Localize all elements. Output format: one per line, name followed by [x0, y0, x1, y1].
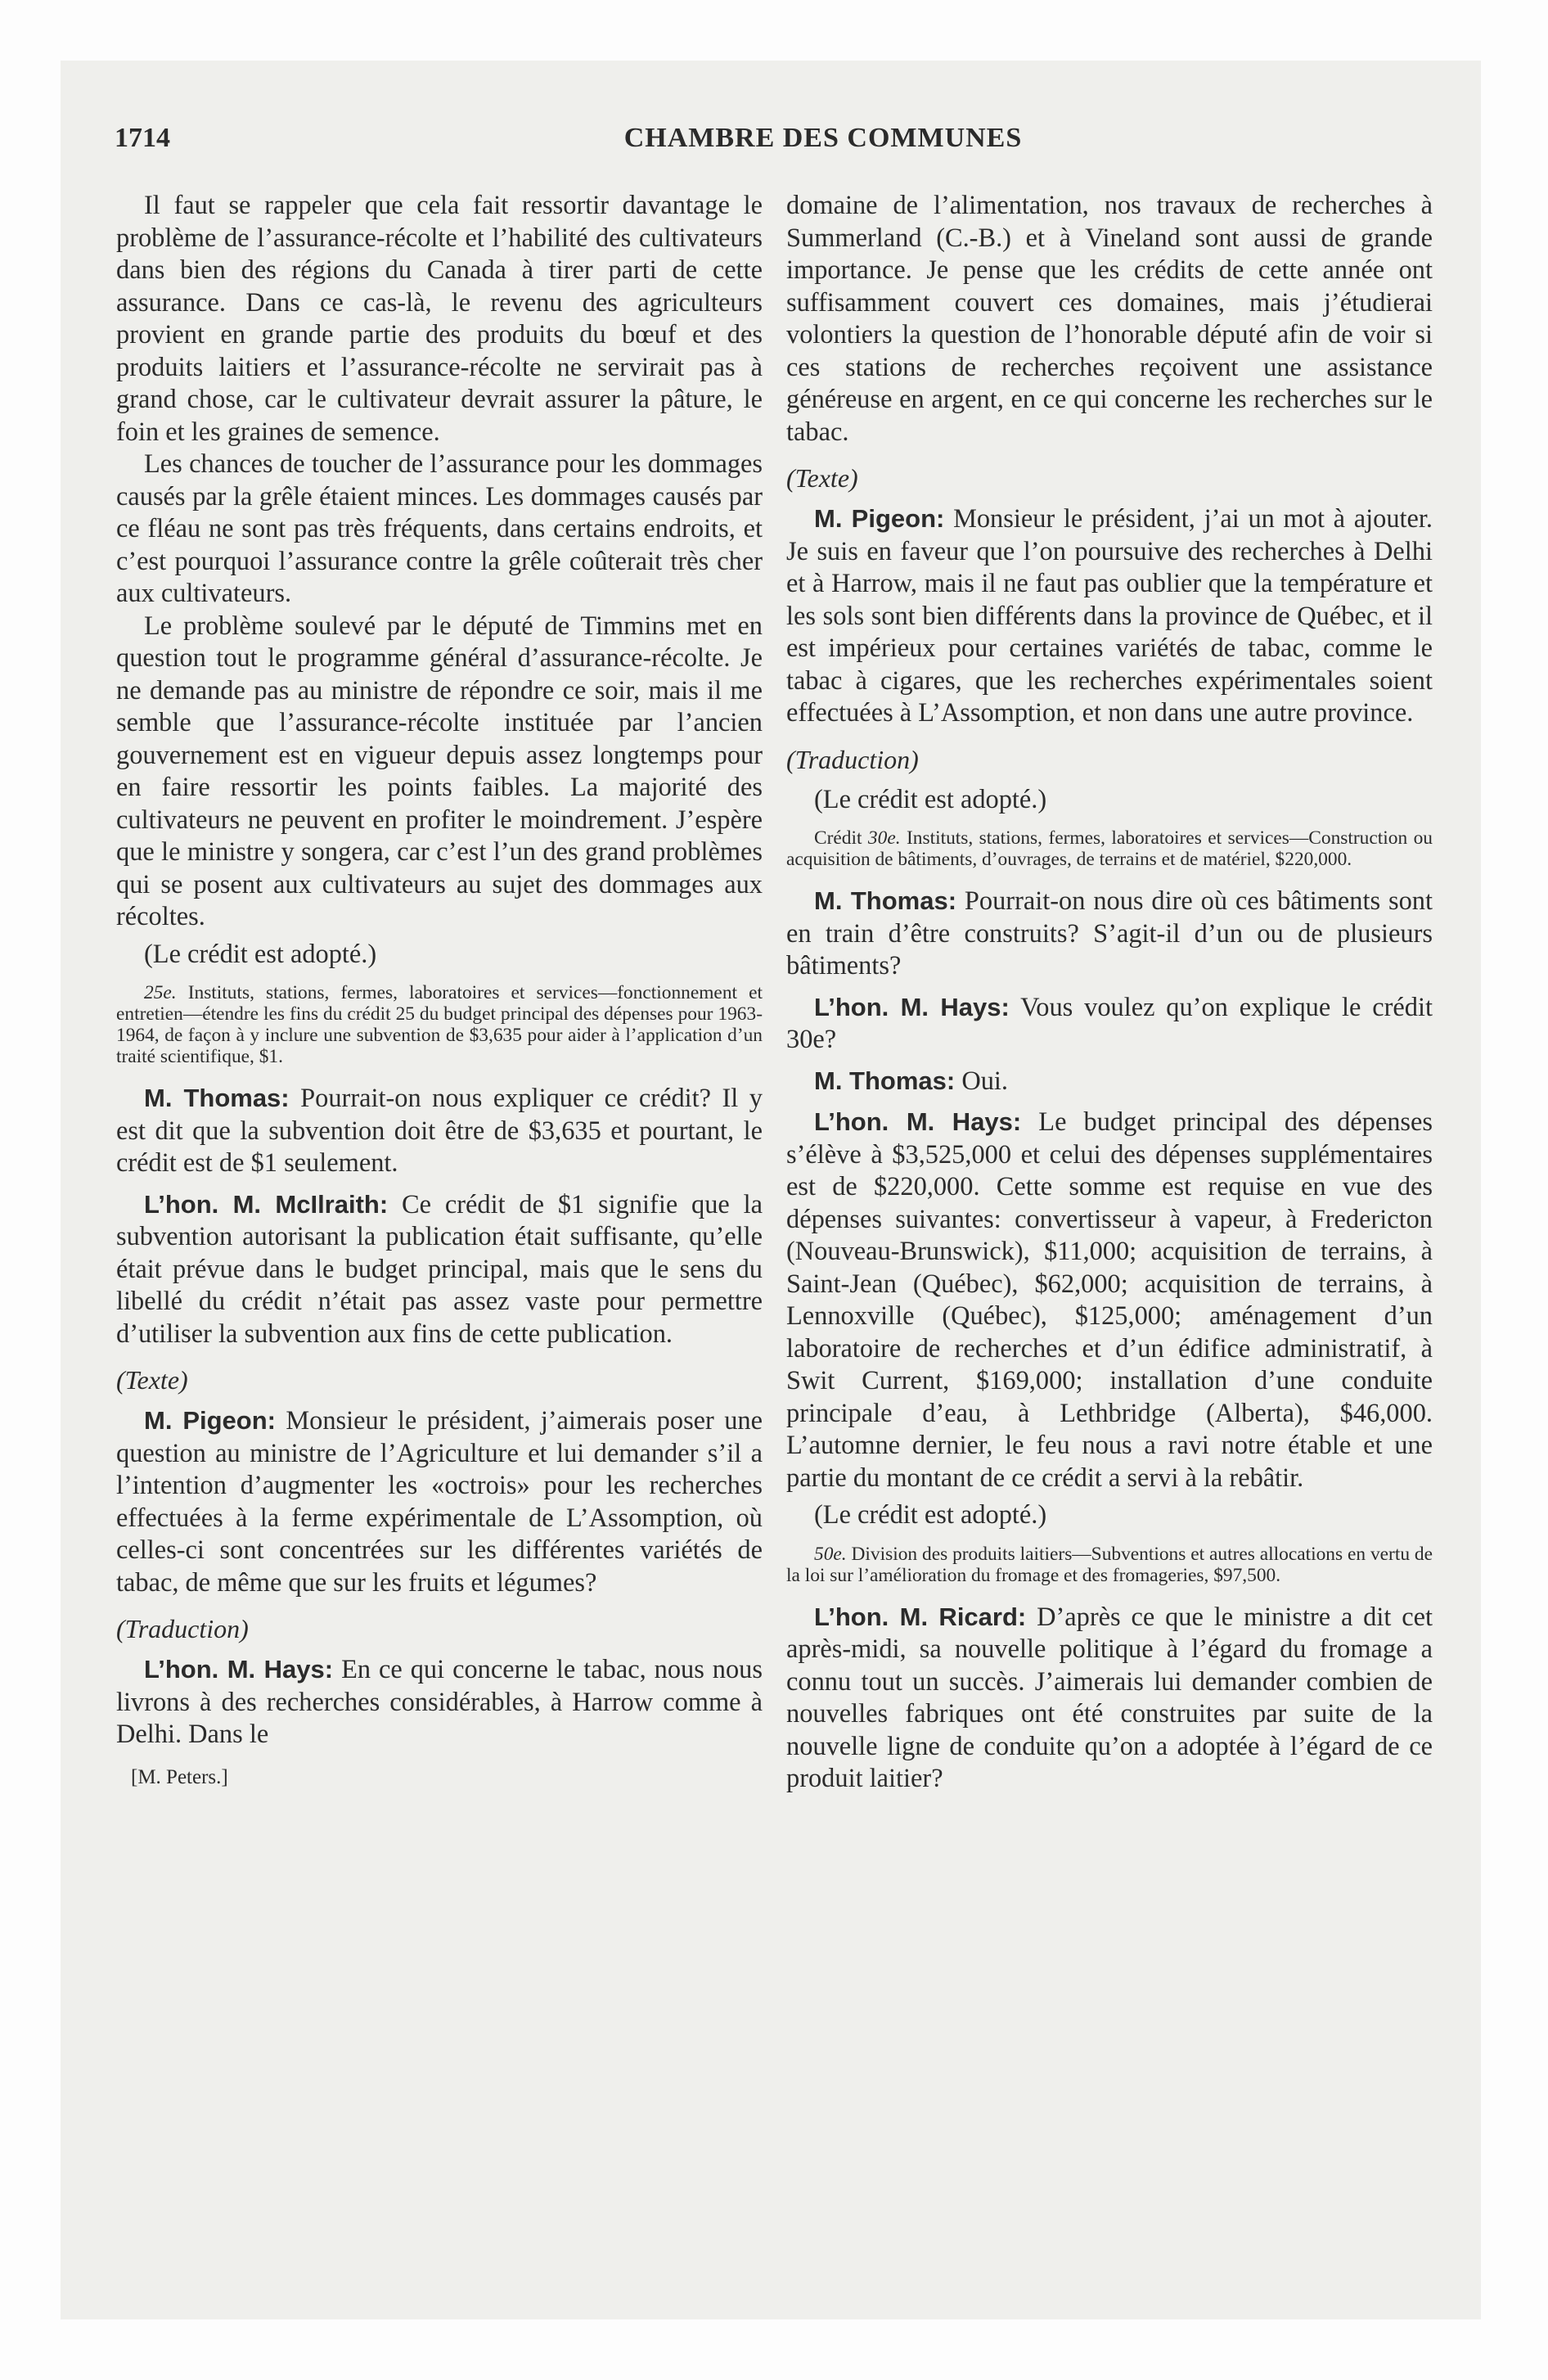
speech-text: Ce crédit de $1 signifie que la subvention autorisant la publication était suffisante, qu’elle était prévue dans le budget principal, mais que le sens du libellé du crédit n’était pas assez vaste pour permettre d’utiliser la subvention aux fins de cette publication. — [116, 1189, 763, 1349]
vote-adopted: (Le crédit est adopté.) — [814, 784, 1047, 814]
page-number: 1714 — [115, 123, 170, 153]
speech — [116, 1082, 763, 1180]
vote-text: Instituts, stations, fermes, laboratoires et services—fonctionnement et entretien—étendre les fins du crédit 25 du budget principal des dépenses pour 1963-1964, de façon à y inclure une subvention de $3,635 pour aider à l’application d’un traité scientifique, $1. — [116, 982, 763, 1067]
vote-prefix: Crédit — [814, 827, 862, 849]
speech — [786, 885, 1433, 983]
speaker-name: L’hon. M. McIlraith: — [144, 1189, 389, 1219]
paragraph: domaine de l’alimentation, nos travaux de recherches à Summerland (C.-B.) et à Vineland sont aussi de grande importance. Je pense que les crédits de cette année ont suffisamment couvert ces domaines, mais j’étudierai volontiers la question de l’honorable député afin de voir si ces stations de recherches reçoivent une assistance généreuse en argent, en ce qui concerne les recherches sur le tabac. — [786, 191, 1433, 447]
speech-text: Monsieur le président, j’aimerais poser une question au ministre de l’Agriculture et lui demander s’il a l’intention d’augmenter les «octrois» pour les recherches effectuées à la ferme expérimentale de L’Assomption, où celles-ci sont concentrées sur les différentes variétés de tabac, de même que sur les fruits et légumes? — [116, 1406, 763, 1598]
vote-adopted: (Le crédit est adopté.) — [814, 1500, 1047, 1530]
vote-text: Division des produits laitiers—Subventions et autres allocations en vertu de la loi sur l’amélioration du fromage et des fromageries, $97,500. — [786, 1543, 1433, 1586]
running-head: CHAMBRE DES COMMUNES — [623, 123, 1023, 153]
speech-text: Vous voulez qu’on explique le crédit 30e? — [786, 992, 1433, 1054]
vote-number: 50e. — [814, 1543, 847, 1565]
section-heading: (Traduction) — [786, 744, 919, 774]
speaker-name: M. Thomas: — [144, 1084, 290, 1112]
left-column — [116, 190, 763, 1789]
speech — [116, 1404, 763, 1599]
speaker-name: M. Pigeon: — [814, 504, 945, 533]
vote-item — [116, 982, 763, 1067]
speech-text: Pourrait-on nous dire où ces bâtiments sont en train d’être construits? S’agit-il d’un ou de plusieurs bâtiments? — [786, 886, 1433, 980]
speech — [786, 503, 1433, 730]
speech — [116, 1188, 763, 1351]
paragraph: Les chances de toucher de l’assurance pour les dommages causés par la grêle étaient minces. Les dommages causés par ce fléau ne sont pas très fréquents, dans certains endroits, et c’est pourquoi l’assurance contre la grêle coûterait très cher aux cultivateurs. — [116, 449, 763, 608]
section-heading: (Texte) — [786, 463, 858, 493]
speaker-name: L’hon. M. Hays: — [814, 992, 1010, 1021]
speaker-name: L’hon. M. Hays: — [814, 1107, 1022, 1136]
speech-text: En ce qui concerne le tabac, nous nous livrons à des recherches considérables, à Harrow comme à Delhi. Dans le — [116, 1655, 763, 1749]
speech — [116, 1653, 763, 1751]
section-heading: (Traduction) — [116, 1614, 249, 1643]
speech — [786, 1106, 1433, 1494]
speech — [786, 1601, 1433, 1796]
vote-number: 25e. — [144, 982, 177, 1003]
speech — [786, 991, 1433, 1057]
vote-item — [786, 827, 1433, 870]
speech-text: Le budget principal des dépenses s’élève à $3,525,000 et celui des dépenses supplémentaires est de $220,000. Cette somme est requise en vue des dépenses suivantes: convertisseur à vapeur, à Fredericton (Nouveau-Brunswick), $11,000; acquisition de terrains, à Saint-Jean (Québec), $62,000; acquisition de terrains, à Lennoxville (Québec), $125,000; aménagement d’un laboratoire de recherches et d’un édifice administratif, à Swit Current, $169,000; installation d’une conduite principale d’eau, à Lethbridge (Alberta), $46,000. L’automne dernier, le feu nous a ravi notre étable et une partie du montant de ce crédit a servi à la rebâtir. — [786, 1107, 1433, 1493]
right-column — [786, 190, 1433, 1796]
speaker-name: M. Pigeon: — [144, 1406, 276, 1435]
speaker-name: M. Thomas: — [814, 1066, 956, 1095]
vote-text: Instituts, stations, fermes, laboratoires et services—Construction ou acquisition de bâtiments, d’ouvrages, de terrains et de matériel, $220,000. — [786, 827, 1433, 870]
speech-text: Pourrait-on nous expliquer ce crédit? Il y est dit que la subvention doit être de $3,635 et pourtant, le crédit est de $1 seulement. — [116, 1084, 763, 1178]
footnote: [M. Peters.] — [131, 1765, 228, 1788]
speaker-name: L’hon. M. Hays: — [144, 1655, 334, 1684]
paragraph: Il faut se rappeler que cela fait ressortir davantage le problème de l’assurance-récolte et l’habilité des cultivateurs dans bien des régions du Canada à tirer parti de cette assurance. Dans ce cas-là, le revenu des agriculteurs provient en grande partie des produits du bœuf et des produits laitiers et l’assurance-récolte ne servirait pas à grand chose, car le cultivateur devrait assurer la pâture, le foin et les graines de semence. — [116, 191, 763, 447]
paragraph: Le problème soulevé par le député de Timmins met en question tout le programme général d’assurance-récolte. Je ne demande pas au ministre de répondre ce soir, mais il me semble que l’assurance-récolte instituée par l’ancien gouvernement est en vigueur depuis assez longtemps pour en faire ressortir les points faibles. La majorité des cultivateurs ne peuvent en profiter le moindrement. J’espère que le ministre y songera, car c’est l’un des grand problèmes qui se posent aux cultivateurs au sujet des dommages aux récoltes. — [116, 611, 763, 931]
speech — [786, 1065, 1433, 1098]
vote-item — [786, 1544, 1433, 1586]
section-heading: (Texte) — [116, 1365, 188, 1395]
speaker-name: M. Thomas: — [814, 886, 957, 915]
speaker-name: L’hon. M. Ricard: — [814, 1602, 1027, 1631]
speech-text: Oui. — [961, 1066, 1009, 1096]
speech-text: Monsieur le président, j’ai un mot à ajouter. Je suis en faveur que l’on poursuive des recherches à Delhi et à Harrow, mais il ne faut pas oublier que la température et les sols sont bien différents dans la province de Québec, et il est impérieux pour certaines variétés de tabac, comme le tabac à cigares, que les recherches expérimentales soient effectuées à L’Assomption, et non dans une autre province. — [786, 504, 1433, 728]
vote-adopted: (Le crédit est adopté.) — [144, 939, 377, 969]
vote-number: 30e. — [867, 827, 901, 849]
speech-text: D’après ce que le ministre a dit cet après-midi, sa nouvelle politique à l’égard du fromage a connu tout un succès. J’aimerais lui demander combien de nouvelles fabriques ont été construites par suite de la nouvelle ligne de conduite qu’on a adoptée à l’égard de ce produit laitier? — [786, 1602, 1433, 1793]
page-header — [115, 123, 1433, 156]
